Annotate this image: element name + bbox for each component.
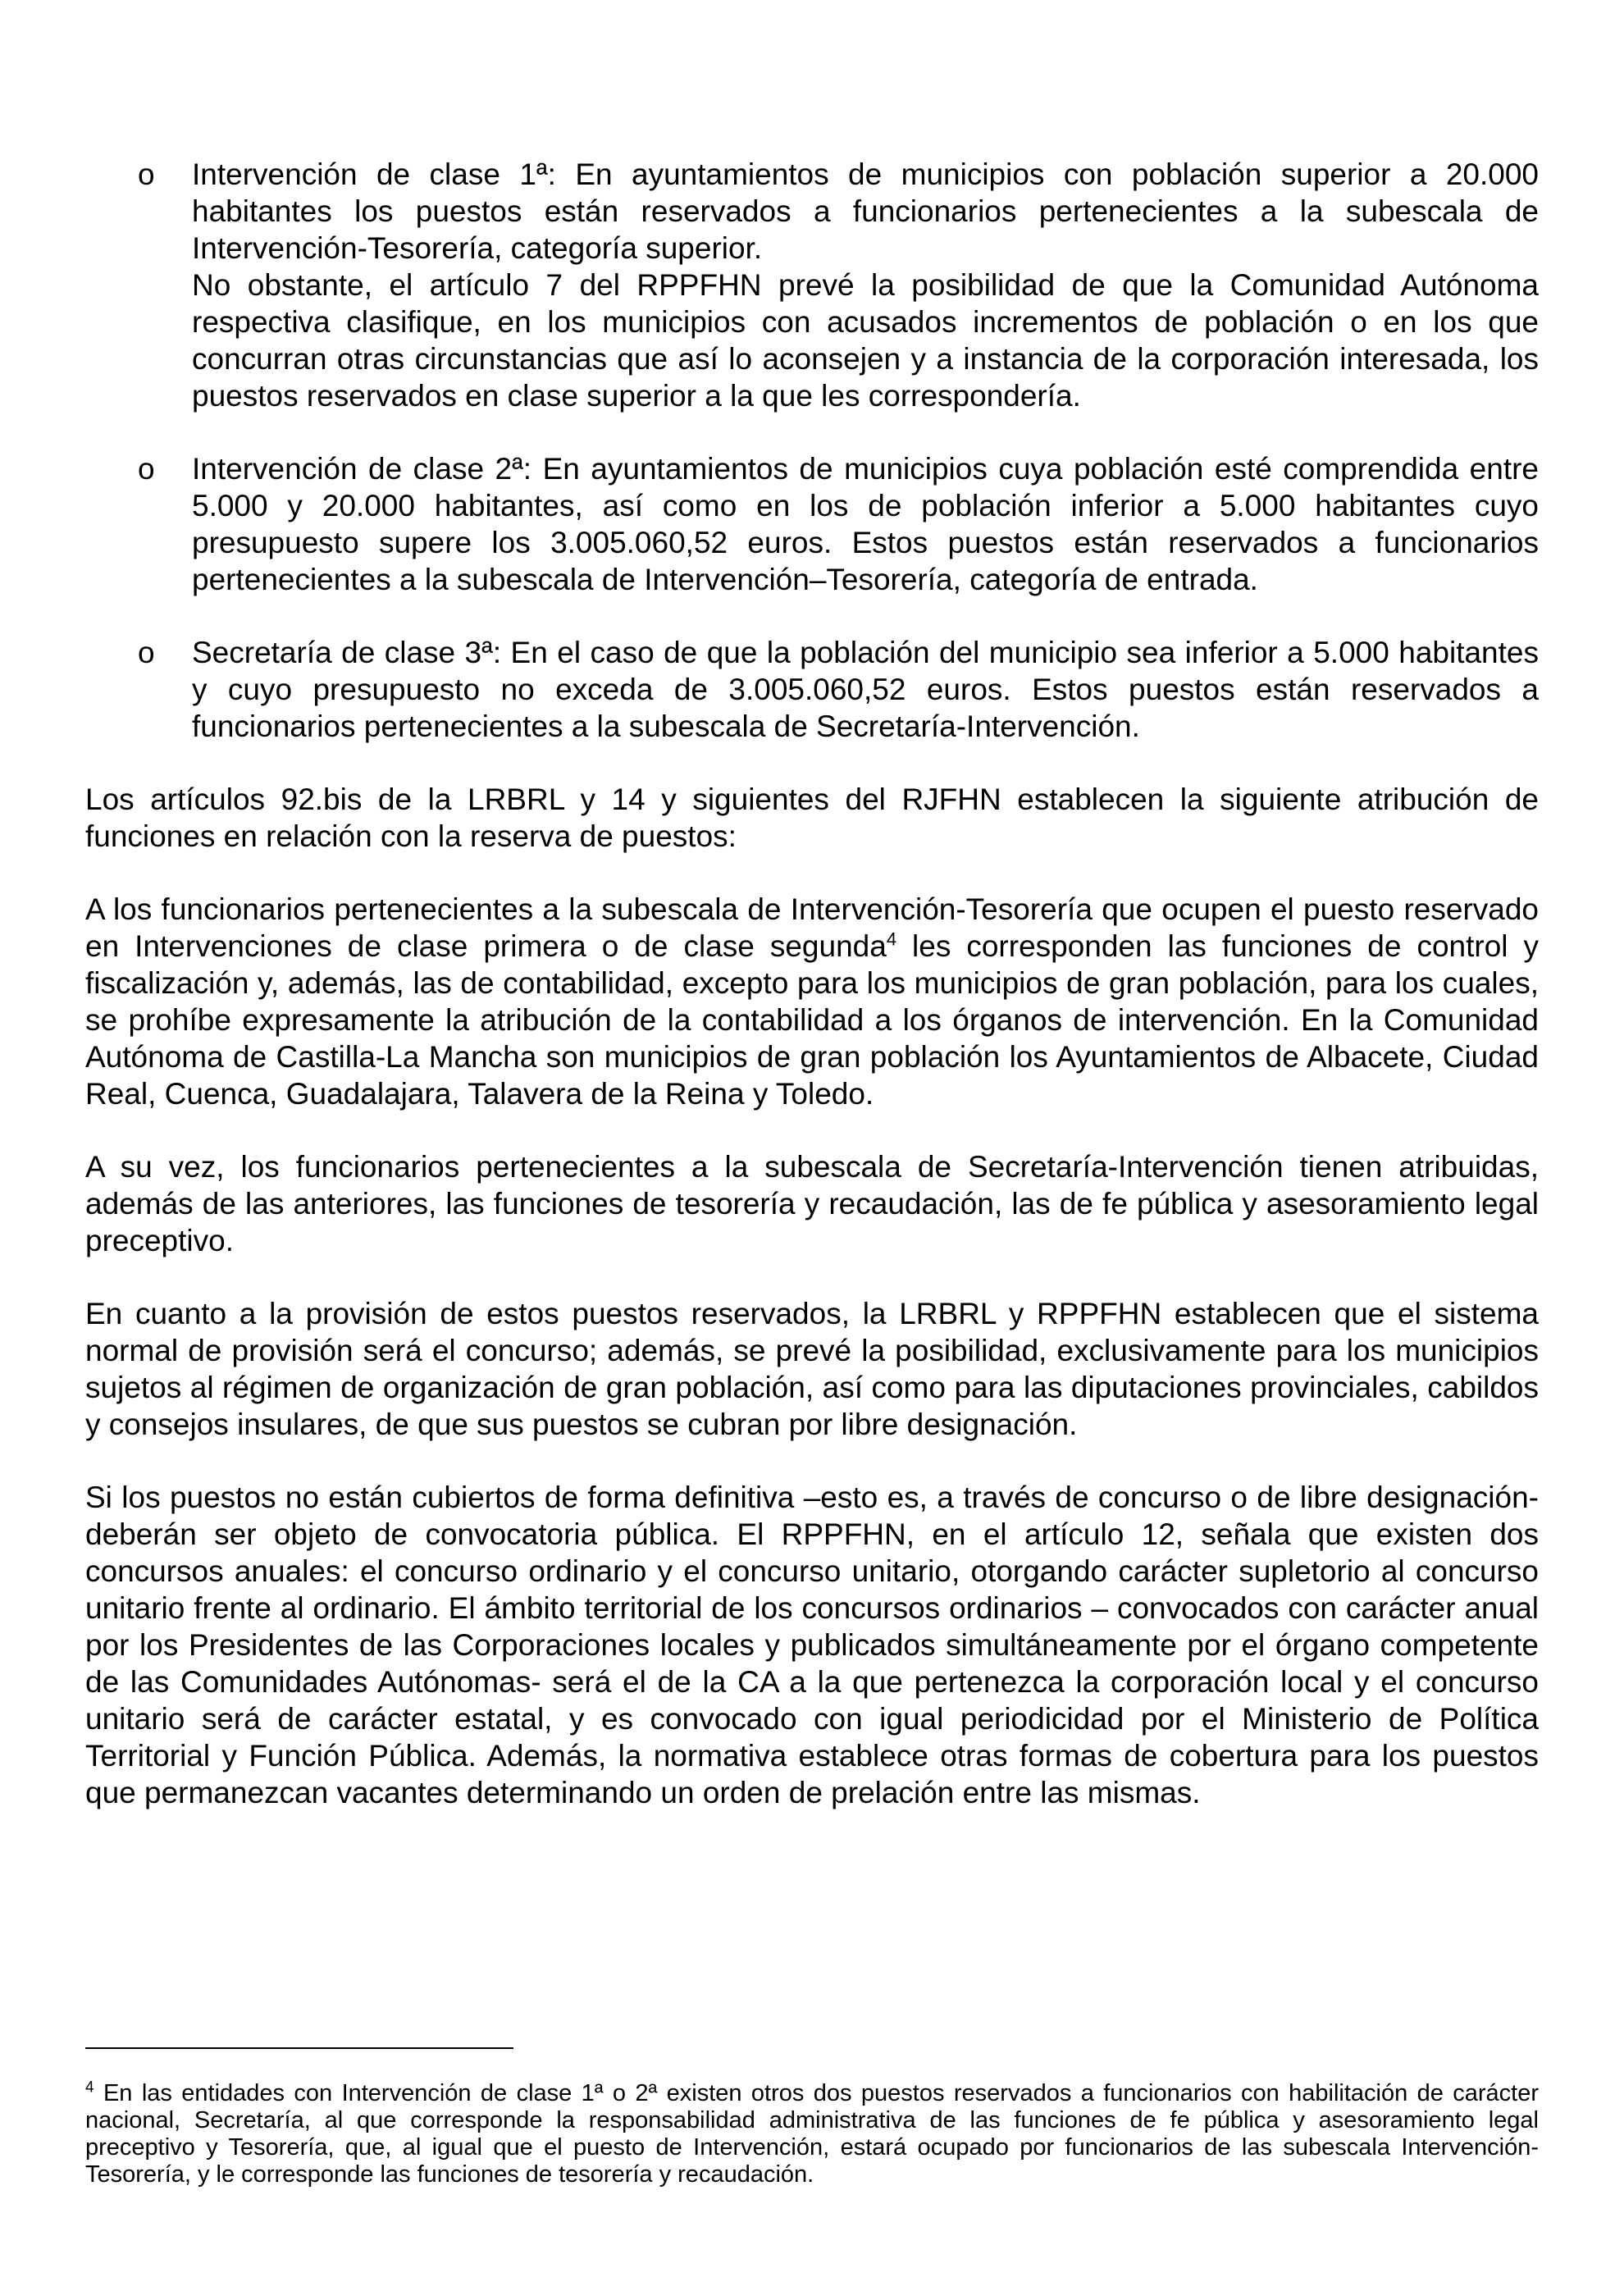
clase-bullet-list (85, 156, 1539, 745)
bullet-paragraph: Secretaría de clase 3ª: En el caso de que la población del municipio sea inferior a 5.000 habitantes y cuyo presupuesto no exceda de 3.005.060,52 euros. Estos puestos están reservados a funcionarios pertenecientes a la subescala de Secretaría-Intervención. (192, 636, 1539, 743)
bullet-paragraph: No obstante, el artículo 7 del RPPFHN prevé la posibilidad de que la Comunidad Autónoma respectiva clasifique, en los municipios con acusados incrementos de población o en los que concurran otras circunstancias que así lo aconsejen y a instancia de la corporación interesada, los puestos reservados en clase superior a la que les correspondería. (192, 268, 1539, 413)
bullet-marker: o (138, 157, 155, 191)
paragraph-text: les corresponden las funciones de control y fiscalización y, además, las de contabilidad, excepto para los municipios de gran población, para los cuales, se prohíbe expresamente la atribución de la contabilidad a los órganos de intervención. En la Comunidad Autónoma de Castilla-La Mancha son municipios de gran población los Ayuntamientos de Albacete, Ciudad Real, Cuenca, Guadalajara, Talavera de la Reina y Toledo. (85, 929, 1540, 1111)
paragraph-intervencion-tesoreria (85, 891, 1539, 1112)
paragraph-secretaria-intervencion: A su vez, los funcionarios pertenecientes a la subescala de Secretaría-Intervención tienen atribuidas, además de las anteriores, las funciones de tesorería y recaudación, las de fe pública y asesoramiento legal preceptivo. (85, 1150, 1539, 1257)
paragraph-provision-puestos: En cuanto a la provisión de estos puestos reservados, la LRBRL y RPPFHN establecen que el sistema normal de provisión será el concurso; además, se prevé la posibilidad, exclusivamente para los municipios sujetos al régimen de organización de gran población, así como para las diputaciones provinciales, cabildos y consejos insulares, de que sus puestos se cubran por libre designación. (85, 1297, 1539, 1441)
bullet-paragraph: Intervención de clase 1ª: En ayuntamientos de municipios con población superior a 20.000 habitantes los puestos están reservados a funcionarios pertenecientes a la subescala de Intervención-Tesorería, categoría superior. (192, 157, 1539, 265)
footnotes (85, 2080, 1539, 2188)
paragraph-convocatoria-publica: Si los puestos no están cubiertos de forma definitiva –esto es, a través de concurso o de libre designación- deberán ser objeto de convocatoria pública. El RPPFHN, en el artículo 12, señala que existen dos concursos anuales: el concurso ordinario y el concurso unitario, otorgando carácter supletorio al concurso unitario frente al ordinario. El ámbito territorial de los concursos ordinarios – convocados con carácter anual por los Presidentes de las Corporaciones locales y publicados simultáneamente por el órgano competente de las Comunidades Autónomas- será el de la CA a la que pertenezca la corporación local y el concurso unitario será de carácter estatal, y es convocado con igual periodicidad por el Ministerio de Política Territorial y Función Pública. Además, la normativa establece otras formas de cobertura para los puestos que permanezcan vacantes determinando un orden de prelación entre las mismas. (85, 1481, 1539, 1809)
paragraph-atribucion-funciones: Los artículos 92.bis de la LRBRL y 14 y siguientes del RJFHN establecen la siguiente atribución de funciones en relación con la reserva de puestos: (85, 783, 1539, 853)
bullet-marker: o (138, 636, 155, 669)
footnote-number: 4 (85, 2079, 94, 2097)
paragraph-text: A los funcionarios pertenecientes a la subescala de Intervención-Tesorería que ocupen el puesto reservado en Intervenciones de clase primera o de clase segunda (85, 892, 1539, 963)
footnote-separator (85, 2047, 513, 2049)
document-body (85, 156, 1539, 1847)
bullet-item-intervencion-clase-1 (85, 156, 1539, 414)
bullet-marker: o (138, 452, 155, 486)
bullet-item-intervencion-clase-2 (85, 450, 1539, 598)
footnote-text: En las entidades con Intervención de clase 1ª o 2ª existen otros dos puestos reservados a funcionarios con habilitación de carácter nacional, Secretaría, al que corresponde la responsabilidad administrativa de las funciones de fe pública y asesoramiento legal preceptivo y Tesorería, que, al igual que el puesto de Intervención, estará ocupado por funcionarios de las subescala Intervención-Tesorería, y le corresponde las funciones de tesorería y recaudación. (85, 2080, 1539, 2188)
footnote-reference[interactable]: 4 (886, 929, 897, 950)
bullet-item-secretaria-clase-3 (85, 634, 1539, 745)
bullet-text (192, 450, 1539, 598)
bullet-text (192, 634, 1539, 745)
bullet-text (192, 156, 1539, 414)
bullet-paragraph: Intervención de clase 2ª: En ayuntamientos de municipios cuya población esté comprendida entre 5.000 y 20.000 habitantes, así como en los de población inferior a 5.000 habitantes cuyo presupuesto supere los 3.005.060,52 euros. Estos puestos están reservados a funcionarios pertenecientes a la subescala de Intervención–Tesorería, categoría de entrada. (192, 452, 1539, 596)
footnote-4 (85, 2080, 1539, 2188)
